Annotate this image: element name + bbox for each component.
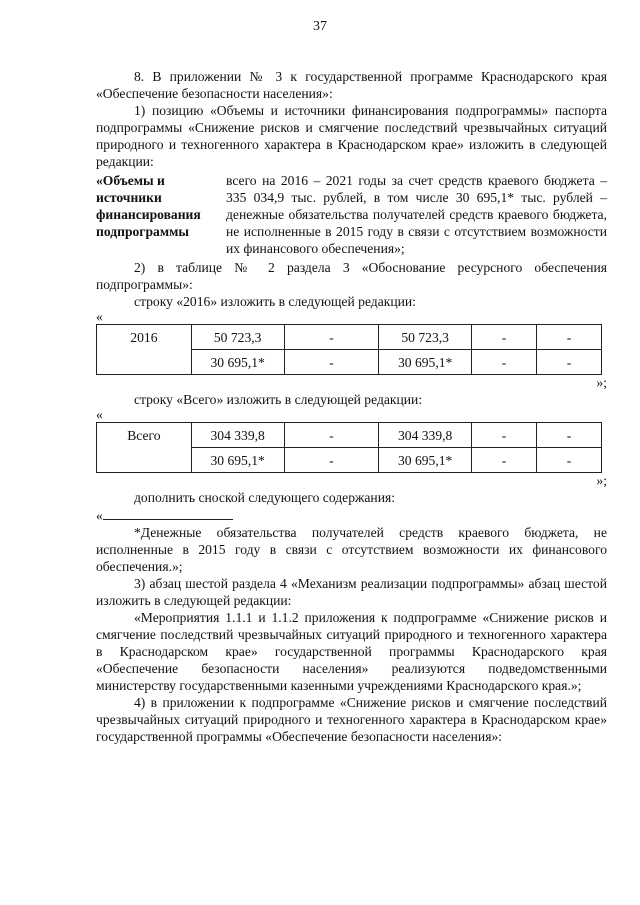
footnote-line xyxy=(103,519,233,520)
table-cell: - xyxy=(472,423,537,448)
table-cell-year: 2016 xyxy=(97,325,192,375)
quote-open: « xyxy=(96,407,103,422)
table-cell: 304 339,8 xyxy=(379,423,472,448)
table-cell-year: Всего xyxy=(97,423,192,473)
paragraph-row-2016: строку «2016» изложить в следующей редакции: xyxy=(134,294,416,309)
quote-open: « xyxy=(96,309,103,324)
table-cell: 50 723,3 xyxy=(191,325,284,350)
table-cell: - xyxy=(536,448,601,473)
footnote-text: *Денежные обязательства получателей средств краевого бюджета, не исполненные в 2015 году в связи с отсутствием возможности их финансового обеспечения.»; xyxy=(96,525,607,574)
table-cell: 50 723,3 xyxy=(379,325,472,350)
table-cell: - xyxy=(472,448,537,473)
footnote-separator xyxy=(96,506,607,524)
paragraph-quote-mechanism: «Мероприятия 1.1.1 и 1.1.2 приложения к подпрограмме «Снижение рисков и смягчение последствий чрезвычайных ситуаций природного и техногенного характера в Краснодарском крае» государственной программы Краснодарского края «Обеспечение безопасности населения» реализуются подведомственными министерству государственными казенными учреждениями Краснодарского края.»; xyxy=(96,610,607,693)
paragraph-item-3: 3) абзац шестой раздела 4 «Механизм реализации подпрограммы» абзац шестой изложить в следующей редакции: xyxy=(96,576,607,608)
table-cell: 30 695,1* xyxy=(191,350,284,375)
table-cell: - xyxy=(472,325,537,350)
table-cell: - xyxy=(536,423,601,448)
paragraph-item-1: 1) позицию «Объемы и источники финансирования подпрограммы» паспорта подпрограммы «Снижение рисков и смягчение последствий чрезвычайных ситуаций природного и техногенного характера в Краснодарском крае» изложить в следующей редакции: xyxy=(96,103,607,169)
table-cell: 30 695,1* xyxy=(379,448,472,473)
table-row-total xyxy=(96,422,602,473)
quote-close: »; xyxy=(596,473,607,488)
table-cell: - xyxy=(284,350,379,375)
document-body xyxy=(96,68,607,745)
passport-label: «Объемы и источники финансирования подпрограммы xyxy=(96,173,201,239)
paragraph-footnote-intro: дополнить сноской следующего содержания: xyxy=(134,490,396,505)
table-cell: 304 339,8 xyxy=(191,423,284,448)
table-cell: - xyxy=(284,423,379,448)
table-cell: - xyxy=(536,350,601,375)
table-cell: 30 695,1* xyxy=(191,448,284,473)
table-row-2016 xyxy=(96,324,602,375)
page-number: 37 xyxy=(313,19,327,34)
table-cell: 30 695,1* xyxy=(379,350,472,375)
table-row xyxy=(97,325,602,350)
passport-position xyxy=(96,172,607,257)
quote-open: « xyxy=(96,507,103,523)
paragraph-item-8: 8. В приложении № 3 к государственной программе Краснодарского края «Обеспечение безопасности населения»: xyxy=(96,69,607,101)
table-cell: - xyxy=(536,325,601,350)
table-row xyxy=(97,423,602,448)
passport-text: всего на 2016 – 2021 годы за счет средств краевого бюджета – 335 034,9 тыс. рублей, в том числе 30 695,1* тыс. рублей – денежные обязательства получателей средств краевого бюджета, не исполненные в 2015 году в связи с отсутствием возможности их финансового обеспечения»; xyxy=(226,173,607,256)
paragraph-row-total: строку «Всего» изложить в следующей редакции: xyxy=(134,392,423,407)
table-cell: - xyxy=(472,350,537,375)
table-cell: - xyxy=(284,325,379,350)
paragraph-item-2: 2) в таблице № 2 раздела 3 «Обоснование ресурсного обеспечения подпрограммы»: xyxy=(96,260,607,292)
paragraph-item-4: 4) в приложении к подпрограмме «Снижение рисков и смягчение последствий чрезвычайных ситуаций природного и техногенного характера в Краснодарском крае» государственной программы «Обеспечение безопасности населения»: xyxy=(96,695,607,744)
table-cell: - xyxy=(284,448,379,473)
quote-close: »; xyxy=(596,375,607,390)
